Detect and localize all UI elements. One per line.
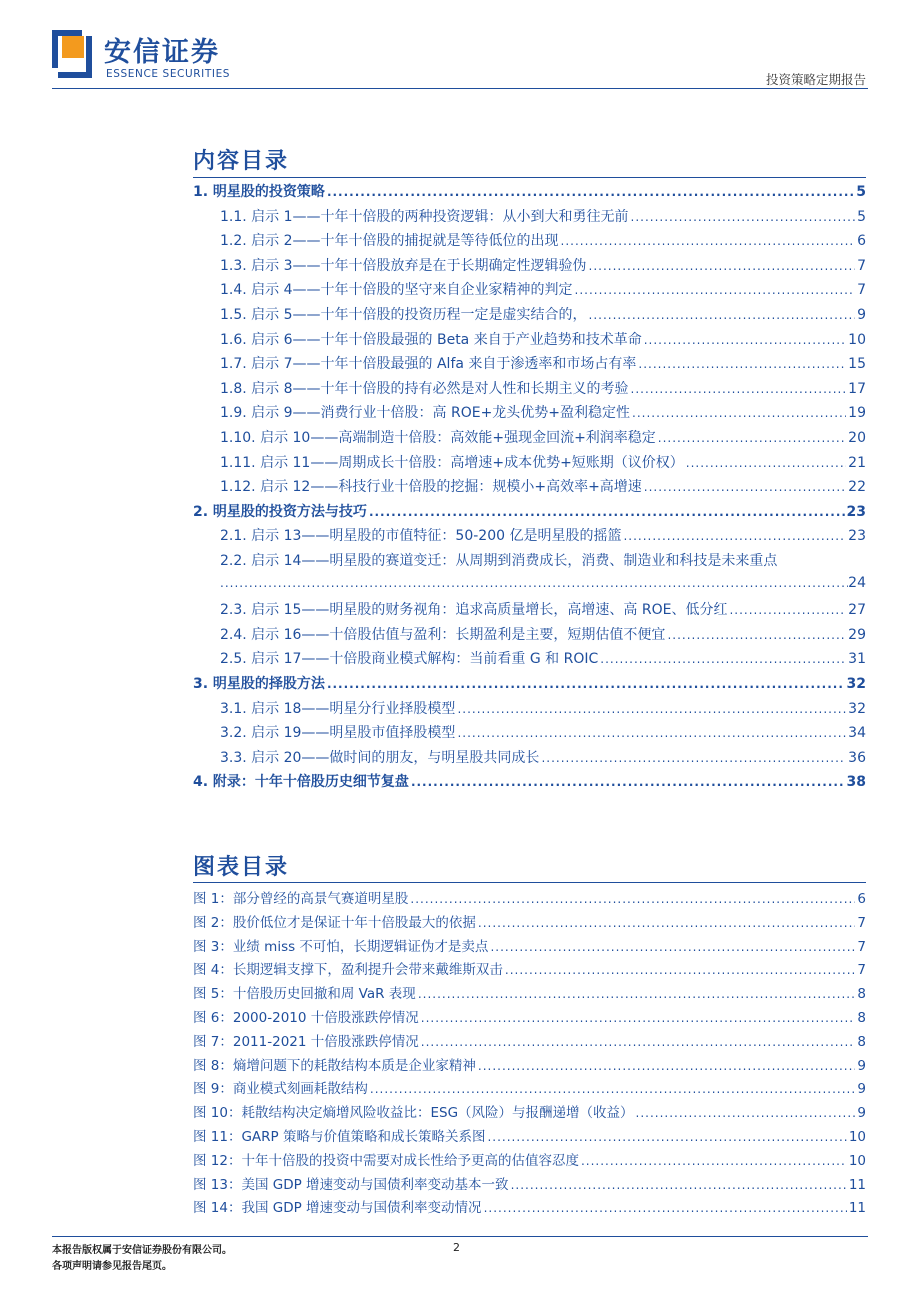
figure-entry[interactable]: [193, 982, 866, 1002]
leader-dots: [327, 185, 854, 199]
figure-entry[interactable]: [193, 1054, 866, 1074]
figure-entry-text: 图 10：耗散结构决定熵增风险收益比：ESG（风险）与报酬递增（收益）: [193, 1105, 634, 1122]
toc-entry-text: 3.2. 启示 19——明星股市值择股模型: [220, 725, 456, 742]
figure-entry-page: 8: [857, 1033, 866, 1050]
toc-entry-page: 10: [848, 331, 866, 348]
leader-dots: [686, 456, 846, 470]
figure-entry-text: 图 7：2011-2021 十倍股涨跌停情况: [193, 1033, 419, 1050]
toc-chapter[interactable]: [193, 501, 866, 521]
leader-dots: [490, 940, 855, 954]
figure-entry-page: 8: [857, 1010, 866, 1026]
toc-entry-page: 31: [848, 651, 866, 668]
toc-entry[interactable]: [220, 206, 866, 226]
leader-dots: [644, 333, 846, 347]
toc-chapter[interactable]: [193, 673, 866, 693]
footer-divider: [52, 1236, 868, 1237]
toc-entry-text: 1.9. 启示 9——消费行业十倍股：高 ROE+龙头优势+盈利稳定性: [220, 405, 631, 422]
toc-entry-page: 5: [857, 208, 866, 225]
toc-entry-page: 17: [848, 380, 866, 397]
toc-entry-page: 19: [848, 405, 866, 422]
toc-entry-page: 7: [857, 282, 866, 299]
toc-entry-page: 15: [848, 356, 866, 373]
footer-disclaimer: 各项声明请参见报告尾页。: [52, 1261, 172, 1272]
leader-dots: [541, 751, 846, 765]
figure-entry[interactable]: [193, 1077, 866, 1097]
toc-entry-text: 1.2. 启示 2——十年十倍股的捕捉就是等待低位的出现: [220, 233, 559, 250]
leader-dots: [623, 529, 846, 543]
toc-entry[interactable]: [220, 427, 866, 447]
toc-entry-text: 1.10. 启示 10——高端制造十倍股：高效能+强现金回流+利润率稳定: [220, 430, 656, 446]
page-number: 2: [453, 1241, 460, 1254]
toc-entry-text: 2.4. 启示 16——十倍股估值与盈利：长期盈利是主要，短期估值不便宜: [220, 626, 666, 643]
toc-entry[interactable]: [220, 648, 866, 668]
toc-entry[interactable]: [220, 747, 866, 767]
toc-entry-page: 5: [856, 184, 866, 200]
figure-entry[interactable]: [193, 958, 866, 978]
leader-dots: [478, 916, 856, 930]
toc-entry-page: 38: [846, 774, 866, 791]
figure-entry-text: 图 8：熵增问题下的耗散结构本质是企业家精神: [193, 1057, 476, 1074]
figure-entry-text: 图 4：长期逻辑支撑下，盈利提升会带来戴维斯双击: [193, 962, 503, 979]
toc-entry-text: 1.6. 启示 6——十年十倍股最强的 Beta 来自于产业趋势和技术革命: [220, 331, 642, 348]
toc-entry[interactable]: [220, 378, 866, 398]
toc-entry[interactable]: [220, 230, 866, 250]
toc-entry-text: 3. 明星股的择股方法: [193, 676, 325, 692]
leader-dots: [511, 1178, 847, 1192]
toc-entry-page: 27: [848, 602, 866, 619]
toc-entry-text: 2.5. 启示 17——十倍股商业模式解构：当前看重 G 和 ROIC: [220, 651, 599, 668]
leader-dots: [589, 259, 856, 273]
toc-entry-page: 6: [857, 233, 866, 250]
brand-logo-icon: [52, 30, 94, 78]
leader-dots: [632, 406, 846, 420]
leader-dots: [658, 431, 846, 445]
toc-entry-text: 1.5. 启示 5——十年十倍股的投资历程一定是虚实结合的，: [220, 307, 587, 323]
toc-entry-page: 22: [848, 479, 866, 496]
toc-entry[interactable]: [220, 329, 866, 349]
figure-entry-text: 图 13：美国 GDP 增速变动与国债利率变动基本一致: [193, 1176, 509, 1193]
toc-entry-text: 1.4. 启示 4——十年十倍股的坚守来自企业家精神的判定: [220, 282, 573, 299]
toc-entry-text: 2.2. 启示 14——明星股的赛道变迁：从周期到消费成长，消费、制造业和科技是未来重点: [220, 553, 778, 569]
toc-entry[interactable]: [220, 599, 866, 619]
figure-entry[interactable]: [193, 887, 866, 907]
toc-chapter[interactable]: [193, 181, 866, 201]
leader-dots: [644, 480, 846, 494]
toc-entry-text: 1.3. 启示 3——十年十倍股放弃是在于长期确定性逻辑验伪: [220, 257, 587, 274]
footer-copyright: 本报告版权属于安信证券股份有限公司。: [52, 1245, 232, 1256]
toc-chapter[interactable]: [193, 771, 866, 791]
toc-entry-page: 32: [846, 676, 866, 692]
figure-entry-text: 图 11：GARP 策略与价值策略和成长策略关系图: [193, 1129, 486, 1145]
header-divider: [52, 88, 868, 89]
toc-entry[interactable]: [220, 722, 866, 742]
toc-entry[interactable]: [220, 255, 866, 275]
figure-entry-page: 11: [848, 1200, 866, 1217]
leader-dots: [636, 1106, 856, 1120]
toc-entry-page: 21: [848, 454, 866, 471]
toc-entry[interactable]: [220, 624, 866, 644]
figure-entry-page: 7: [857, 938, 866, 955]
leader-dots: [478, 1059, 856, 1073]
figure-entry[interactable]: [193, 1006, 866, 1026]
figure-entry-page: 9: [857, 1081, 866, 1098]
figure-entry-text: 图 1：部分曾经的高景气赛道明星股: [193, 891, 409, 907]
figure-entry-text: 图 5：十倍股历史回撤和周 VaR 表现: [193, 986, 416, 1003]
report-type: 投资策略定期报告: [765, 72, 866, 87]
toc-entry-continuation[interactable]: [220, 575, 866, 591]
figure-entry[interactable]: [193, 1125, 866, 1145]
toc-entry-text: 3.1. 启示 18——明星分行业择股模型: [220, 700, 456, 717]
leader-dots: [327, 677, 845, 691]
figure-entry[interactable]: [193, 935, 866, 955]
toc-entry[interactable]: [220, 452, 866, 472]
leader-dots: [421, 1011, 856, 1025]
toc-entry-text: 2. 明星股的投资方法与技巧: [193, 503, 367, 520]
leader-dots: [220, 576, 848, 590]
toc-entry-text: 4. 附录：十年十倍股历史细节复盘: [193, 774, 409, 791]
leader-dots: [370, 1082, 856, 1096]
figure-entry-page: 9: [857, 1057, 866, 1074]
leader-dots: [589, 308, 856, 322]
toc-entry-page: 36: [848, 749, 866, 766]
figure-entry-page: 8: [857, 986, 866, 1003]
figure-entry-text: 图 12：十年十倍股的投资中需要对成长性给予更高的估值容忍度: [193, 1152, 579, 1169]
toc-entry-page: 29: [848, 626, 866, 643]
figure-entry-text: 图 6：2000-2010 十倍股涨跌停情况: [193, 1010, 419, 1026]
leader-dots: [410, 892, 855, 906]
figure-entry-page: 10: [848, 1129, 866, 1145]
toc-entry-text: 1.12. 启示 12——科技行业十倍股的挖掘：规模小+高效率+高增速: [220, 479, 642, 496]
figure-entry-text: 图 2：股价低位才是保证十年十倍股最大的依据: [193, 914, 476, 931]
toc-entry-page: 34: [848, 725, 866, 742]
toc-entry-text: 1.7. 启示 7——十年十倍股最强的 Alfa 来自于渗透率和市场占有率: [220, 356, 637, 373]
toc-entry-text: 1.1. 启示 1——十年十倍股的两种投资逻辑：从小到大和勇往无前: [220, 208, 629, 225]
toc-entry[interactable]: [220, 304, 866, 324]
figure-entry[interactable]: [193, 1149, 866, 1169]
toc-entry[interactable]: [220, 476, 866, 496]
leader-dots: [418, 987, 856, 1001]
toc-entry[interactable]: [220, 402, 866, 422]
toc-title: 内容目录: [193, 148, 290, 174]
toc-entry-page: 32: [848, 700, 866, 717]
figure-entry[interactable]: [193, 1101, 866, 1121]
leader-dots: [369, 505, 845, 519]
figure-entry[interactable]: [193, 1030, 866, 1050]
figure-entry-page: 10: [848, 1152, 866, 1169]
figure-entry-text: 图 3：业绩 miss 不可怕，长期逻辑证伪才是卖点: [193, 938, 489, 955]
toc-entry-page: 9: [857, 307, 866, 323]
leader-dots: [575, 283, 856, 297]
leader-dots: [421, 1035, 856, 1049]
toc-entry[interactable]: [220, 550, 866, 570]
figure-entry[interactable]: [193, 1173, 866, 1193]
figure-entry-page: 9: [857, 1105, 866, 1122]
figure-entry-text: 图 14：我国 GDP 增速变动与国债利率变动情况: [193, 1200, 482, 1217]
figure-entry-text: 图 9：商业模式刻画耗散结构: [193, 1081, 368, 1098]
leader-dots: [631, 210, 856, 224]
toc-entry-text: 2.3. 启示 15——明星股的财务视角：追求高质量增长，高增速、高 ROE、低分红: [220, 602, 728, 619]
leader-dots: [638, 357, 846, 371]
toc-entry-page: 7: [857, 257, 866, 274]
toc-entry-page: 24: [848, 574, 866, 591]
toc-divider: [193, 177, 866, 178]
leader-dots: [457, 702, 846, 716]
toc-entry[interactable]: [220, 279, 866, 299]
figure-list-divider: [193, 882, 866, 883]
leader-dots: [505, 963, 856, 977]
brand-name-cn: 安信证券: [104, 37, 220, 68]
leader-dots: [484, 1201, 847, 1215]
figure-entry-page: 7: [857, 914, 866, 931]
leader-dots: [631, 382, 847, 396]
figure-entry-page: 11: [848, 1176, 866, 1193]
toc-entry[interactable]: [220, 698, 866, 718]
brand-name-en: ESSENCE SECURITIES: [106, 68, 231, 80]
toc-entry-text: 1.8. 启示 8——十年十倍股的持有必然是对人性和长期主义的考验: [220, 380, 629, 397]
figure-entry[interactable]: [193, 1196, 866, 1216]
leader-dots: [729, 603, 846, 617]
toc-entry-text: 1.11. 启示 11——周期成长十倍股：高增速+成本优势+短账期（议价权）: [220, 454, 684, 471]
leader-dots: [411, 775, 845, 789]
leader-dots: [487, 1130, 846, 1144]
toc-entry[interactable]: [220, 353, 866, 373]
figure-list-title: 图表目录: [193, 854, 290, 880]
leader-dots: [600, 652, 846, 666]
toc-entry-page: 23: [848, 528, 866, 545]
toc-entry-page: 23: [846, 503, 866, 520]
toc-entry-page: 20: [848, 430, 866, 446]
toc-entry[interactable]: [220, 525, 866, 545]
page-header: [0, 0, 920, 90]
leader-dots: [561, 234, 856, 248]
toc-entry-text: 1. 明星股的投资策略: [193, 184, 325, 200]
toc-entry-text: 2.1. 启示 13——明星股的市值特征：50-200 亿是明星股的摇篮: [220, 528, 622, 545]
figure-entry-page: 7: [857, 962, 866, 979]
figure-entry-page: 6: [857, 891, 866, 907]
toc-entry-text: 3.3. 启示 20——做时间的朋友，与明星股共同成长: [220, 749, 540, 766]
figure-entry[interactable]: [193, 911, 866, 931]
leader-dots: [581, 1154, 847, 1168]
leader-dots: [457, 726, 846, 740]
leader-dots: [667, 628, 846, 642]
